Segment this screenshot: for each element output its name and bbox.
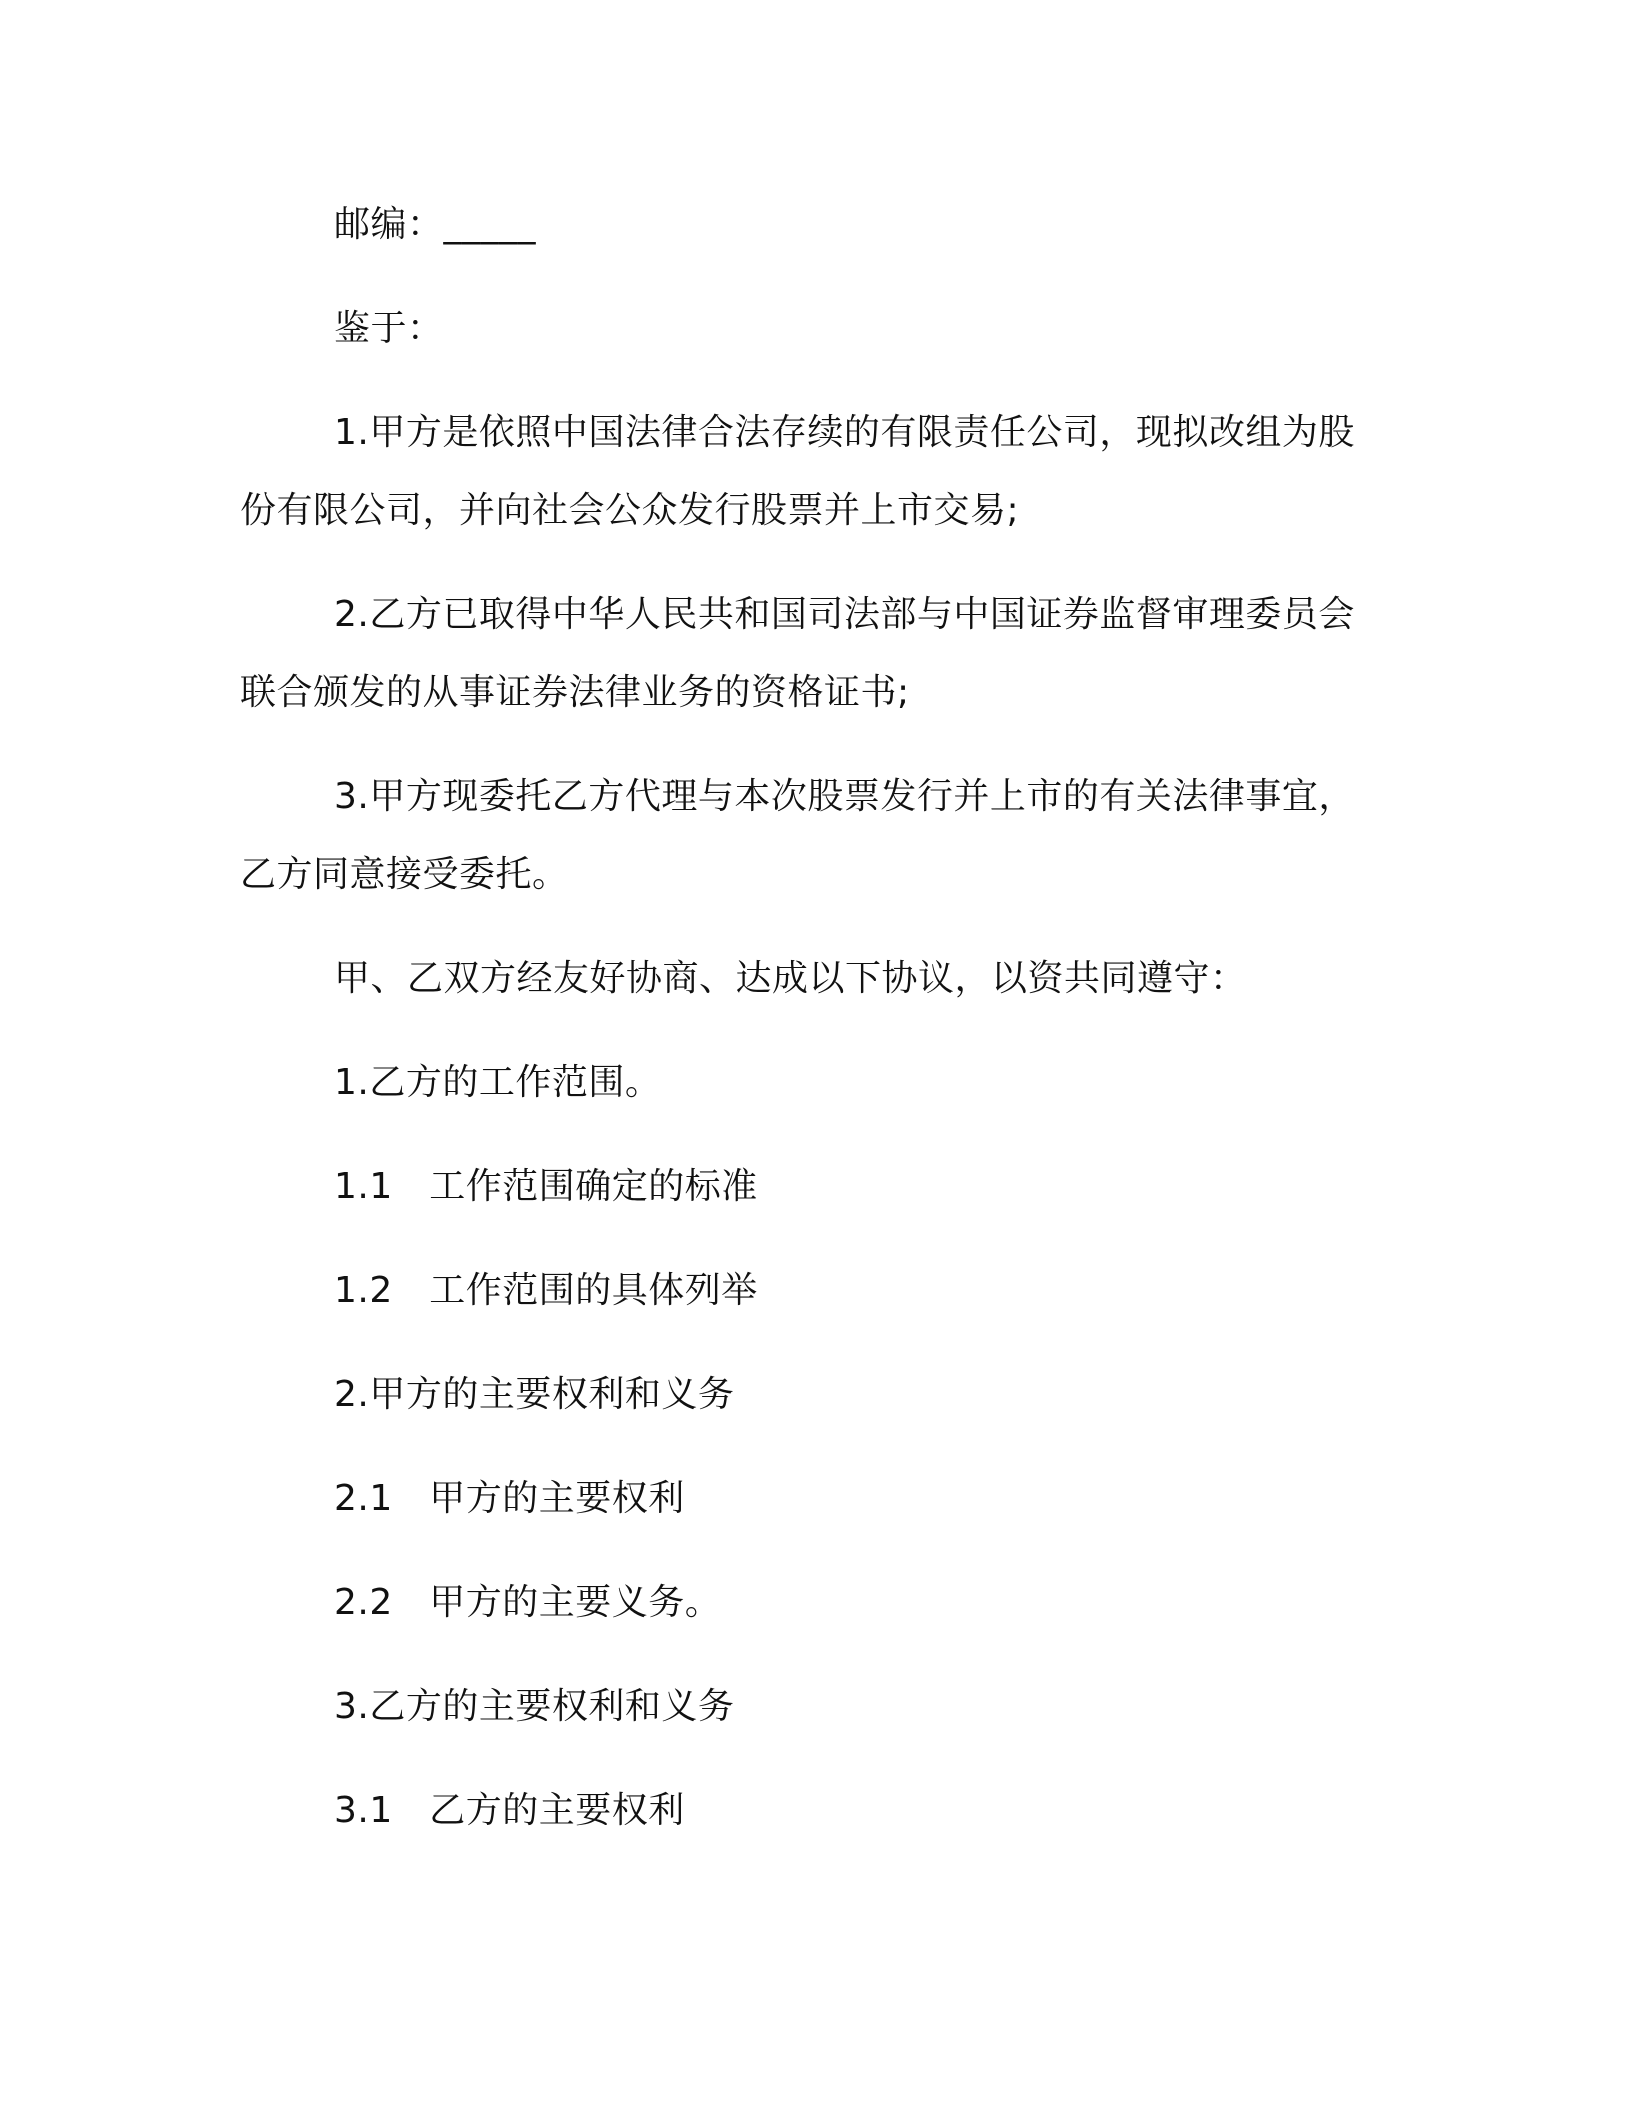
- section-2-2: 2.2 甲方的主要义务。: [334, 1582, 722, 1623]
- whereas-item-1: 1.甲方是依照中国法律合法存续的有限责任公司，现拟改组为股份有限公司，并向社会公众发行股票并上市交易;: [240, 412, 1355, 531]
- agreement-intro: 甲、乙双方经友好协商、达成以下协议，以资共同遵守：: [334, 958, 1247, 999]
- section-3-1: 3.1 乙方的主要权利: [334, 1790, 685, 1831]
- section-3-heading: 3.乙方的主要权利和义务: [334, 1686, 735, 1727]
- section-1-heading: 1.乙方的工作范围。: [334, 1062, 662, 1103]
- whereas-item-3: 3.甲方现委托乙方代理与本次股票发行并上市的有关法律事宜，乙方同意接受委托。: [240, 776, 1355, 895]
- postcode-line: 邮编：_____: [334, 204, 537, 245]
- section-1-2: 1.2 工作范围的具体列举: [334, 1270, 758, 1311]
- whereas-item-2: 2.乙方已取得中华人民共和国司法部与中国证券监督审理委员会联合颁发的从事证券法律业务的资格证书;: [240, 594, 1355, 713]
- whereas-heading: 鉴于：: [334, 308, 444, 349]
- section-2-heading: 2.甲方的主要权利和义务: [334, 1374, 735, 1415]
- document-body: [240, 186, 1370, 1876]
- section-2-1: 2.1 甲方的主要权利: [334, 1478, 685, 1519]
- section-1-1: 1.1 工作范围确定的标准: [334, 1166, 758, 1207]
